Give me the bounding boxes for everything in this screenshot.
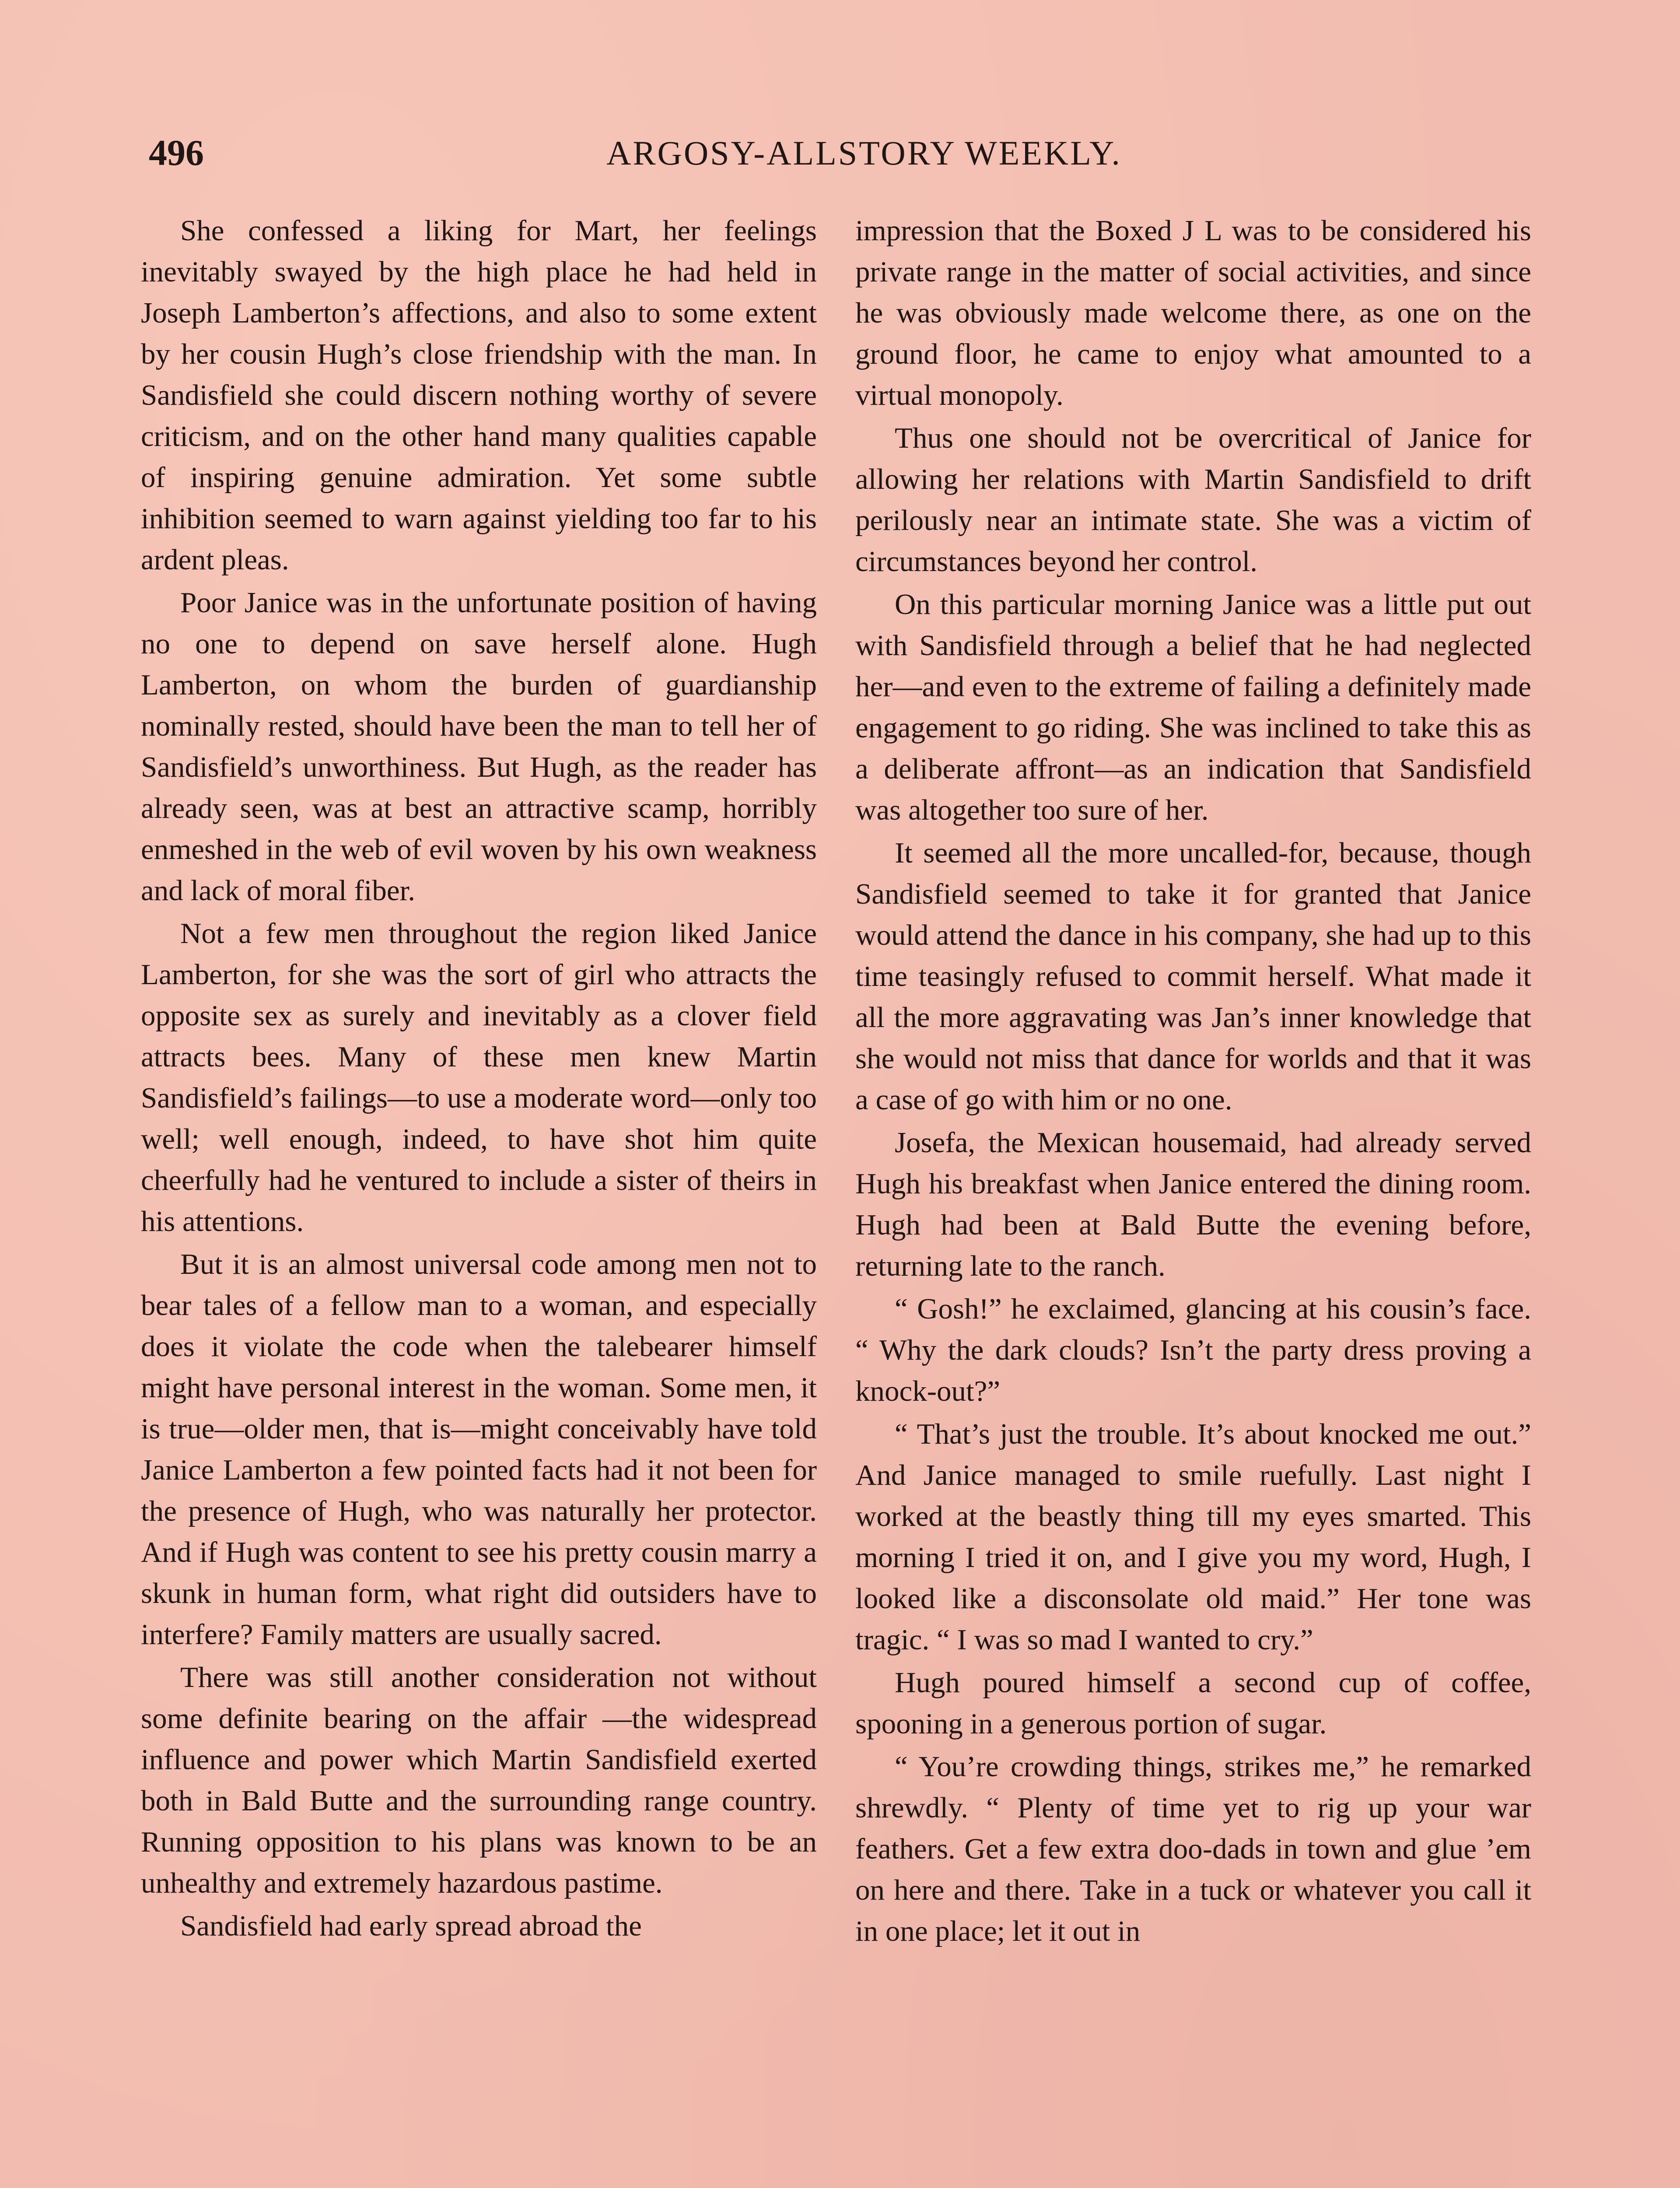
paragraph: Thus one should not be overcritical of Janice for allowing her relations with Martin Sandisfield to drift perilously near an intimate state. She was a victim of circumstances beyond her control. [855,422,1531,578]
paragraph: “ You’re crowding things, strikes me,” he remarked shrewdly. “ Plenty of time yet to rig up your war feathers. Get a few extra doo-dads in town and glue ’em on here and there. Take in a tuck or whatever you call it in one place; let it out in [855,1750,1531,1947]
paragraph: Not a few men throughout the region liked Janice Lamberton, for she was the sort of girl who attracts the opposite sex as surely and inevitably as a clover field attracts bees. Many of these men knew Martin Sandisfield’s failings—to use a moderate word—only too well; well enough, indeed, to have shot him quite cheerfully had he ventured to include a sister of theirs in his attentions. [141,917,817,1238]
page-header [149,127,1527,179]
paragraph: There was still another consideration not without some definite bearing on the affair —the widespread influence and power which Martin Sandisfield exerted both in Bald Butte and the surrounding range country. Running opposition to his plans was known to be an unhealthy and extremely hazardous pastime. [141,1661,817,1899]
paragraph: Poor Janice was in the unfortunate position of having no one to depend on save herself alone. Hugh Lamberton, on whom the burden of guardianship nominally rested, should have been the man to tell her of Sandisfield’s unworthiness. But Hugh, as the reader has already seen, was at best an attractive scamp, horribly enmeshed in the web of evil woven by his own weakness and lack of moral fiber. [141,586,817,907]
paragraph: But it is an almost universal code among men not to bear tales of a fellow man to a woman, and especially does it violate the code when the talebearer himself might have personal interest in the woman. Some men, it is true—older men, that is—might conceivably have told Janice Lamberton a few pointed facts had it not been for the presence of Hugh, who was naturally her protector. And if Hugh was content to see his pretty cousin marry a skunk in human form, what right did outsiders have to interfere? Family matters are usually sacred. [141,1248,817,1651]
left-column [141,210,817,1948]
paragraph: “ That’s just the trouble. It’s about knocked me out.” And Janice managed to smile ruefully. Last night I worked at the beastly thing till my eyes smarted. This morning I tried it on, and I give you my word, Hugh, I looked like a disconsolate old maid.” Her tone was tragic. “ I was so mad I wanted to cry.” [855,1418,1531,1656]
right-column [855,210,1531,1953]
running-head: ARGOSY-ALLSTORY WEEKLY. [606,134,1122,172]
paragraph: Hugh poured himself a second cup of coffee, spooning in a generous portion of sugar. [855,1666,1531,1740]
paragraph: She confessed a liking for Mart, her feelings inevitably swayed by the high place he had held in Joseph Lamberton’s affections, and also to some extent by her cousin Hugh’s close friendship with the man. In Sandisfield she could discern nothing worthy of severe criticism, and on the other hand many qualities capable of inspiring genuine admiration. Yet some subtle inhibition seemed to warn against yielding too far to his ardent pleas. [141,214,817,576]
paragraph: Josefa, the Mexican housemaid, had already served Hugh his breakfast when Janice entered the dining room. Hugh had been at Bald Butte the evening before, returning late to the ranch. [855,1126,1531,1282]
paragraph: It seemed all the more uncalled-for, because, though Sandisfield seemed to take it for granted that Janice would attend the dance in his company, she had up to this time teasingly refused to commit herself. What made it all the more aggravating was Jan’s inner knowledge that she would not miss that dance for worlds and that it was a case of go with him or no one. [855,837,1531,1116]
paragraph: Sandisfield had early spread abroad the [180,1910,642,1942]
paragraph: impression that the Boxed J L was to be considered his private range in the matter of social activities, and since he was obviously made welcome there, as one on the ground floor, he came to enjoy what amounted to a virtual monopoly. [855,214,1531,411]
page-number: 496 [149,133,204,173]
paragraph: On this particular morning Janice was a little put out with Sandisfield through a belief that he had neglected her—and even to the extreme of failing a definitely made engagement to go riding. She was inclined to take this as a deliberate affront—as an indication that Sandisfield was altogether too sure of her. [855,588,1531,826]
paragraph: “ Gosh!” he exclaimed, glancing at his cousin’s face. “ Why the dark clouds? Isn’t the party dress proving a knock-out?” [855,1293,1531,1407]
